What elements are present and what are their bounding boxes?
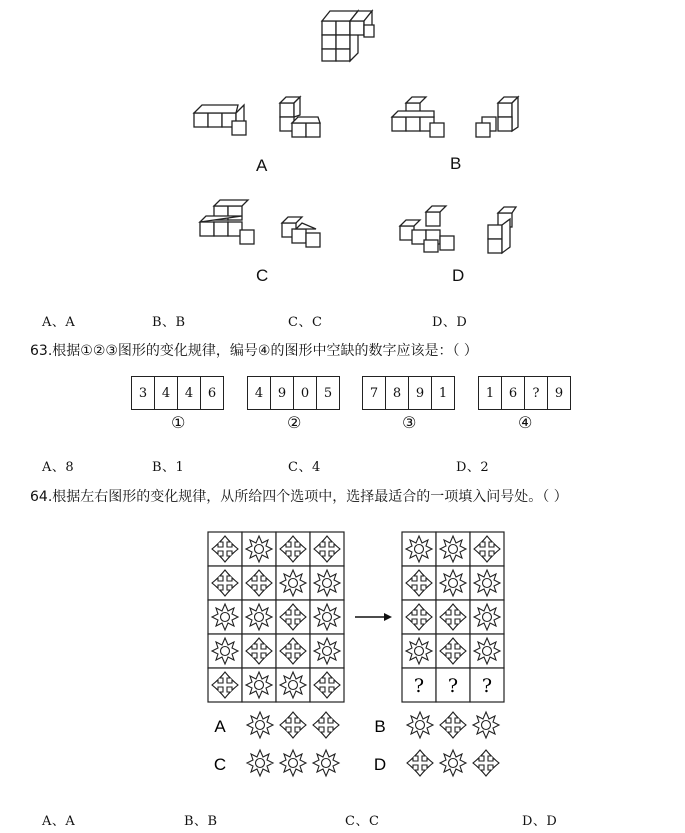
box-mark-1: ① — [171, 413, 186, 432]
figure-label-b: B — [450, 154, 462, 173]
q63-stem: 63.根据①②③图形的变化规律，编号④的图形中空缺的数字应该是：（ ） — [30, 343, 478, 359]
cube-figure-d1 — [396, 206, 460, 256]
sequence-box-2 — [247, 376, 340, 410]
sequence-cell: 9 — [554, 385, 564, 401]
sequence-cell: 0 — [294, 377, 317, 409]
sequence-cell: 4 — [178, 377, 201, 409]
box-mark-2: ② — [287, 413, 302, 432]
cross-icon — [407, 750, 433, 776]
sun-icon — [247, 750, 273, 776]
cross-icon — [280, 712, 306, 738]
sequence-cell: 6 — [502, 377, 525, 409]
sequence-cell: 7 — [363, 377, 386, 409]
left-grid — [208, 532, 344, 702]
sun-icon — [440, 536, 466, 562]
sun-icon — [473, 712, 499, 738]
q62-option-b[interactable]: B、B — [152, 315, 186, 330]
figure-label-c: C — [256, 266, 269, 285]
sun-icon — [280, 570, 306, 596]
q63-option-b[interactable]: B、1 — [152, 460, 185, 475]
sun-icon — [407, 712, 433, 738]
cube-figure-target — [318, 5, 388, 63]
sun-icon — [212, 638, 238, 664]
q64-option-d[interactable]: D、D — [522, 814, 558, 829]
question-mark: ? — [481, 675, 493, 697]
sun-icon — [246, 604, 272, 630]
cube-figure-b2 — [472, 97, 522, 141]
q62-option-a[interactable]: A、A — [42, 315, 76, 330]
q63-option-c[interactable]: C、4 — [288, 460, 321, 475]
q64-option-b[interactable]: B、B — [184, 814, 218, 829]
sequence-cell: 3 — [132, 377, 155, 409]
sequence-box-4 — [478, 376, 571, 410]
figure-label-a: A — [256, 156, 268, 175]
cube-figure-d2 — [482, 205, 522, 255]
sun-icon — [313, 750, 339, 776]
sequence-cell: 1 — [479, 377, 502, 409]
cube-figure-c1 — [196, 198, 260, 250]
cross-icon — [440, 712, 466, 738]
sequence-box-3 — [362, 376, 455, 410]
q62-option-d[interactable]: D、D — [432, 315, 468, 330]
sun-icon — [406, 536, 432, 562]
cross-icon — [473, 750, 499, 776]
cube-figure-b1 — [388, 95, 448, 141]
choice-label-b[interactable]: B — [374, 717, 386, 736]
sequence-cell: 1 — [438, 385, 448, 401]
sun-icon — [280, 750, 306, 776]
question-mark: ? — [447, 675, 459, 697]
choice-label-a[interactable]: A — [214, 717, 226, 736]
sequence-cell: 6 — [207, 385, 217, 401]
q63-option-a[interactable]: A、8 — [42, 460, 75, 475]
question-mark: ? — [413, 675, 425, 697]
sequence-cell: 9 — [409, 377, 432, 409]
cube-figure-c2 — [278, 215, 328, 251]
sun-icon — [212, 604, 238, 630]
choice-label-d[interactable]: D — [373, 755, 387, 774]
sun-icon — [474, 604, 500, 630]
q64-option-c[interactable]: C、C — [345, 814, 380, 829]
sun-icon — [280, 672, 306, 698]
cube-figure-a2 — [274, 95, 324, 141]
pattern-figure — [200, 525, 510, 785]
sun-icon — [440, 570, 466, 596]
sun-icon — [246, 672, 272, 698]
cube-figure-a1 — [192, 103, 252, 137]
box-mark-4: ④ — [518, 413, 533, 432]
box-mark-3: ③ — [402, 413, 417, 432]
sequence-cell: 8 — [386, 377, 409, 409]
sun-icon — [314, 604, 340, 630]
q64-stem: 64.根据左右图形的变化规律，从所给四个选项中，选择最适合的一项填入问号处。（ ） — [30, 489, 568, 505]
q64-option-a[interactable]: A、A — [42, 814, 76, 829]
sun-icon — [247, 712, 273, 738]
sun-icon — [406, 638, 432, 664]
answer-choices — [214, 712, 499, 776]
sun-icon — [314, 638, 340, 664]
sequence-cell: ? — [525, 377, 548, 409]
q63-option-d[interactable]: D、2 — [456, 460, 490, 475]
sequence-box-1 — [131, 376, 224, 410]
choice-label-c[interactable]: C — [213, 755, 227, 774]
q62-option-c[interactable]: C、C — [288, 315, 323, 330]
sun-icon — [440, 750, 466, 776]
arrow-icon — [355, 613, 392, 621]
cross-icon — [313, 712, 339, 738]
sequence-cell: 4 — [155, 377, 178, 409]
figure-label-d: D — [452, 266, 465, 285]
right-grid — [402, 532, 504, 702]
sequence-cell: 9 — [271, 377, 294, 409]
sun-icon — [246, 536, 272, 562]
sequence-cell: 5 — [323, 385, 333, 401]
sequence-cell: 4 — [248, 377, 271, 409]
sun-icon — [474, 570, 500, 596]
sun-icon — [474, 638, 500, 664]
sun-icon — [314, 570, 340, 596]
